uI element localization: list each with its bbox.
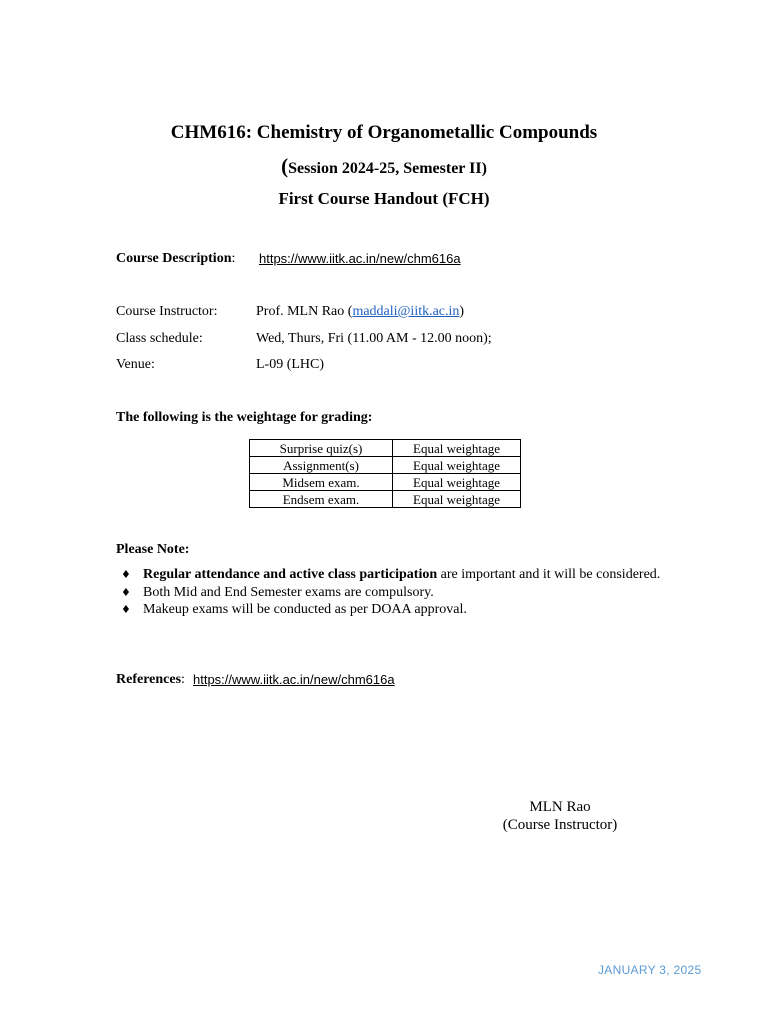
course-description-colon: : [231, 251, 236, 266]
grading-heading: The following is the weightage for grading: [116, 410, 373, 425]
instructor-name: Prof. MLN Rao ( [256, 304, 353, 319]
diamond-bullet-icon: ♦ [121, 603, 131, 616]
schedule-value: Wed, Thurs, Fri (11.00 AM - 12.00 noon); [256, 331, 492, 346]
table-row [250, 491, 521, 508]
course-description-row [116, 249, 235, 269]
instructor-email-link[interactable]: maddali@iitk.ac.in [352, 304, 460, 319]
venue-label: Venue: [116, 357, 155, 372]
instructor-close-paren: ) [459, 304, 465, 319]
course-description-label: Course Description [116, 251, 232, 266]
grading-component-cell: Midsem exam. [250, 474, 393, 491]
grading-table [249, 439, 521, 508]
course-description-link[interactable]: https://www.iitk.ac.in/new/chm616a [259, 251, 461, 266]
grading-component-cell: Surprise quiz(s) [250, 440, 393, 457]
list-item [116, 584, 660, 602]
references-label: References [116, 672, 182, 687]
table-row [250, 474, 521, 491]
footer-date: JANUARY 3, 2025 [598, 963, 702, 977]
venue-value: L-09 (LHC) [256, 357, 325, 372]
note-2-text: Both Mid and End Semester exams are compulsory. [143, 584, 434, 600]
references-link[interactable]: https://www.iitk.ac.in/new/chm616a [193, 672, 395, 687]
grading-weight-cell: Equal weightage [393, 491, 521, 508]
grading-weight-cell: Equal weightage [393, 457, 521, 474]
document-title: CHM616: Chemistry of Organometallic Compounds [170, 122, 598, 143]
note-3-text: Makeup exams will be conducted as per DOAA approval. [143, 602, 467, 617]
table-row [250, 440, 521, 457]
diamond-bullet-icon: ♦ [121, 568, 131, 581]
grading-component-cell: Endsem exam. [250, 491, 393, 508]
notes-list [116, 566, 660, 619]
session-open-paren: ( [281, 154, 289, 178]
handout-name: First Course Handout (FCH) [278, 189, 490, 208]
grading-weight-cell: Equal weightage [393, 474, 521, 491]
note-1-rest: are important and it will be considered. [437, 567, 661, 582]
instructor-value [256, 302, 464, 322]
notes-heading: Please Note: [116, 542, 190, 557]
grading-weight-cell: Equal weightage [393, 440, 521, 457]
references-row [116, 670, 185, 690]
list-item [116, 601, 660, 619]
signature-name: MLN Rao [529, 799, 591, 815]
signature-role: (Course Instructor) [502, 817, 618, 833]
grading-component-cell: Assignment(s) [250, 457, 393, 474]
list-item [116, 566, 660, 584]
note-1-bold: Regular attendance and active class participation [143, 567, 438, 582]
instructor-label: Course Instructor: [116, 304, 218, 319]
table-row [250, 457, 521, 474]
session-text: Session 2024-25, Semester II) [288, 160, 487, 177]
schedule-label: Class schedule: [116, 331, 203, 346]
session-line [0, 153, 768, 182]
references-colon: : [181, 672, 185, 687]
diamond-bullet-icon: ♦ [121, 585, 131, 599]
